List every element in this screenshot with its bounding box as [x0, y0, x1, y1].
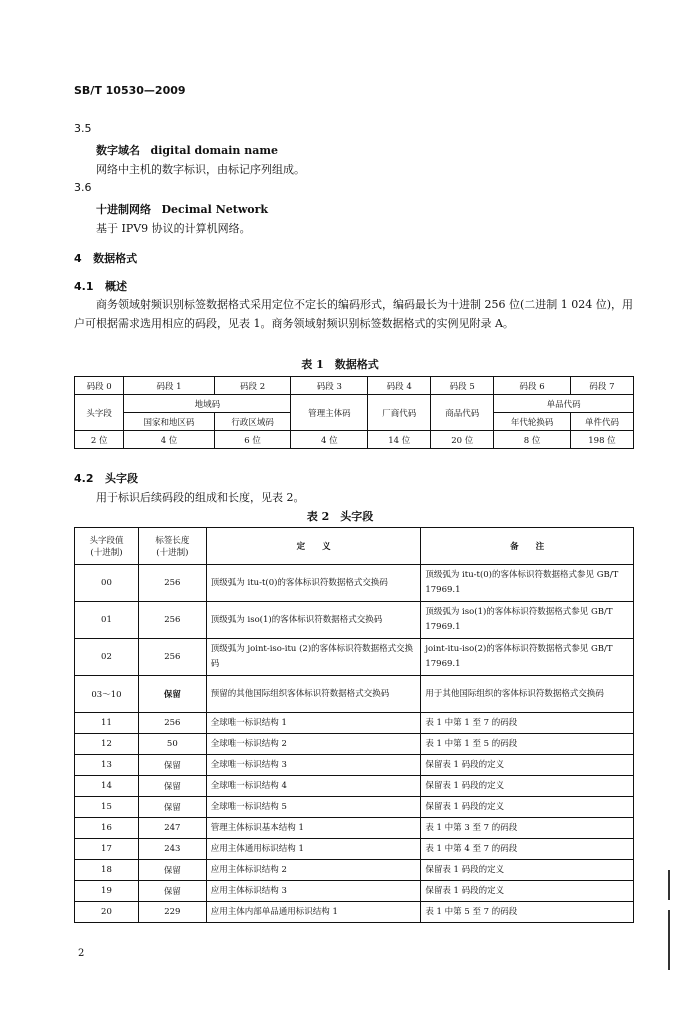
table-cell: 保留: [138, 755, 206, 776]
table-cell: 年代轮换码: [494, 413, 571, 431]
table-cell: 02: [75, 639, 139, 676]
table2-caption: 表 2 头字段: [306, 510, 374, 523]
table-cell: 表 1 中第 1 至 5 的码段: [421, 734, 634, 755]
table-row: [75, 902, 634, 923]
table-cell: 00: [75, 565, 139, 602]
table-cell: 2 位: [75, 431, 124, 449]
table-cell: 顶级弧为 iso(1)的客体标识符数据格式交换码: [206, 602, 421, 639]
header-line: (十进制): [156, 548, 189, 558]
table-cell: 247: [138, 818, 206, 839]
table-cell: 保留表 1 码段的定义: [421, 881, 634, 902]
table-cell: 表 1 中第 4 至 7 的码段: [421, 839, 634, 860]
scan-artifact: [668, 870, 670, 900]
table-cell: 19: [75, 881, 139, 902]
table-cell: 顶级弧为 joint-iso-itu (2)的客体标识符数据格式交换码: [206, 639, 421, 676]
table-cell: 全球唯一标识结构 2: [206, 734, 421, 755]
table-head-field: [74, 527, 634, 923]
table-cell: 保留: [138, 776, 206, 797]
heading-number: 4: [74, 252, 82, 265]
heading-4-2: [74, 470, 138, 486]
table-cell: 12: [75, 734, 139, 755]
table-cell: 全球唯一标识结构 5: [206, 797, 421, 818]
table-cell: 全球唯一标识结构 3: [206, 755, 421, 776]
table-cell: 03～10: [75, 676, 139, 713]
table-cell: 18: [75, 860, 139, 881]
table-cell: 4 位: [124, 431, 214, 449]
table-row: [75, 639, 634, 676]
table-cell: 16: [75, 818, 139, 839]
table-row: [75, 818, 634, 839]
table-row: [75, 881, 634, 902]
table-cell: 地域码: [124, 395, 291, 413]
header-line: 头字段值: [89, 536, 124, 546]
table-row: [75, 676, 634, 713]
table-header-cell: 定 义: [206, 528, 421, 565]
paragraph-4-2: 用于标识后续码段的组成和长度，见表 2。: [96, 491, 305, 504]
table-cell: 预留的其他国际组织客体标识符数据格式交换码: [206, 676, 421, 713]
table-cell: 229: [138, 902, 206, 923]
table-cell: 保留: [138, 797, 206, 818]
heading-title: 头字段: [105, 472, 138, 485]
table-data-format: [74, 376, 634, 449]
table-cell: 保留表 1 码段的定义: [421, 776, 634, 797]
table-cell: 11: [75, 713, 139, 734]
scan-artifact: [668, 910, 670, 970]
table-header-cell: 备 注: [421, 528, 634, 565]
table-cell: 顶级弧为 itu-t(0)的客体标识符数据格式参见 GB/T 17969.1: [421, 565, 634, 602]
table-cell: 14 位: [368, 431, 431, 449]
table-header-row: [75, 528, 634, 565]
table-cell: 保留: [138, 881, 206, 902]
table-cell: 保留表 1 码段的定义: [421, 755, 634, 776]
table-row: [75, 713, 634, 734]
table-cell: 256: [138, 602, 206, 639]
heading-title: 概述: [105, 280, 127, 293]
term-line: [96, 142, 278, 158]
term-line: [96, 201, 268, 217]
table-cell: 应用主体内部单品通用标识结构 1: [206, 902, 421, 923]
table-cell: 用于其他国际组织的客体标识符数据格式交换码: [421, 676, 634, 713]
table-row: [75, 431, 634, 449]
table-cell: 应用主体标识结构 3: [206, 881, 421, 902]
term-definition: 基于 IPV9 协议的计算机网络。: [96, 222, 251, 235]
table-row: [75, 734, 634, 755]
table-row: [75, 377, 634, 395]
table-cell: 15: [75, 797, 139, 818]
heading-4-1: [74, 278, 127, 294]
table-cell: 256: [138, 713, 206, 734]
table-row: [75, 755, 634, 776]
table-cell: 应用主体通用标识结构 1: [206, 839, 421, 860]
term-cn: 十进制网络: [96, 203, 151, 216]
table-cell: 全球唯一标识结构 4: [206, 776, 421, 797]
section-number: 3.6: [74, 181, 92, 194]
table-cell: 单件代码: [570, 413, 633, 431]
table-cell: 应用主体标识结构 2: [206, 860, 421, 881]
table-cell: 表 1 中第 5 至 7 的码段: [421, 902, 634, 923]
table-cell: 保留: [138, 860, 206, 881]
table-cell: 顶级弧为 iso(1)的客体标识符数据格式参见 GB/T 17969.1: [421, 602, 634, 639]
term-definition: 网络中主机的数字标识，由标记序列组成。: [96, 163, 305, 176]
table-cell: 14: [75, 776, 139, 797]
table-row: [75, 860, 634, 881]
table-cell: 全球唯一标识结构 1: [206, 713, 421, 734]
table-header-cell: 码段 1: [124, 377, 214, 395]
table-header-cell: 码段 7: [570, 377, 633, 395]
table-cell: 198 位: [570, 431, 633, 449]
table-cell: joint-itu-iso(2)的客体标识符数据格式参见 GB/T 17969.1: [421, 639, 634, 676]
table-row: [75, 839, 634, 860]
table-header-cell: 码段 2: [214, 377, 291, 395]
heading-4: [74, 250, 137, 266]
table-cell: 行政区域码: [214, 413, 291, 431]
table-cell: 20 位: [431, 431, 494, 449]
header-line: (十进制): [90, 548, 123, 558]
table-header-cell: 码段 3: [291, 377, 368, 395]
paragraph-4-1: 商务领域射频识别标签数据格式采用定位不定长的编码形式，编码最长为十进制 256 位(二进制 1 024 位)，用户可根据需求选用相应的码段，见表 1。商务领域射频识别标签数据格式的实例见附录 A。: [74, 298, 634, 330]
table-cell: 6 位: [214, 431, 291, 449]
table-cell: 表 1 中第 3 至 7 的码段: [421, 818, 634, 839]
table-cell: 头字段: [75, 395, 124, 431]
term-en: digital domain name: [150, 144, 279, 157]
table-cell: 厂商代码: [368, 395, 431, 431]
heading-title: 数据格式: [93, 252, 138, 265]
table-cell: 商品代码: [431, 395, 494, 431]
table-cell: 保留表 1 码段的定义: [421, 860, 634, 881]
table-header-cell: 码段 4: [368, 377, 431, 395]
table-header-cell: 码段 5: [431, 377, 494, 395]
table-cell: 管理主体码: [291, 395, 368, 431]
table-cell: 保留表 1 码段的定义: [421, 797, 634, 818]
term-en: Decimal Network: [161, 203, 269, 216]
table-header-cell: [138, 528, 206, 565]
table1-caption: 表 1 数据格式: [301, 358, 379, 371]
heading-number: 4.1: [74, 280, 94, 293]
table-body: [75, 565, 634, 923]
table-row: [75, 602, 634, 639]
table-cell: 单品代码: [494, 395, 634, 413]
table-cell: 顶级弧为 itu-t(0)的客体标识符数据格式交换码: [206, 565, 421, 602]
section-number: 3.5: [74, 122, 92, 135]
table-cell: 13: [75, 755, 139, 776]
heading-number: 4.2: [74, 472, 94, 485]
table-row: [75, 395, 634, 413]
table-row: [75, 797, 634, 818]
table-cell: 01: [75, 602, 139, 639]
header-line: 标签长度: [155, 536, 190, 546]
table-cell: 256: [138, 639, 206, 676]
table-header-cell: [75, 528, 139, 565]
page-number: 2: [78, 948, 85, 959]
table-cell: 保留: [138, 676, 206, 713]
table-cell: 50: [138, 734, 206, 755]
table-cell: 17: [75, 839, 139, 860]
table-cell: 管理主体标识基本结构 1: [206, 818, 421, 839]
table-cell: 国家和地区码: [124, 413, 214, 431]
document-header: SB/T 10530—2009: [74, 84, 186, 97]
table-cell: 8 位: [494, 431, 571, 449]
table-cell: 表 1 中第 1 至 7 的码段: [421, 713, 634, 734]
table-header-cell: 码段 0: [75, 377, 124, 395]
table-row: [75, 776, 634, 797]
term-cn: 数字域名: [96, 144, 140, 157]
table-cell: 243: [138, 839, 206, 860]
table-row: [75, 565, 634, 602]
table-cell: 20: [75, 902, 139, 923]
table-cell: 4 位: [291, 431, 368, 449]
table-header-cell: 码段 6: [494, 377, 571, 395]
table-cell: 256: [138, 565, 206, 602]
